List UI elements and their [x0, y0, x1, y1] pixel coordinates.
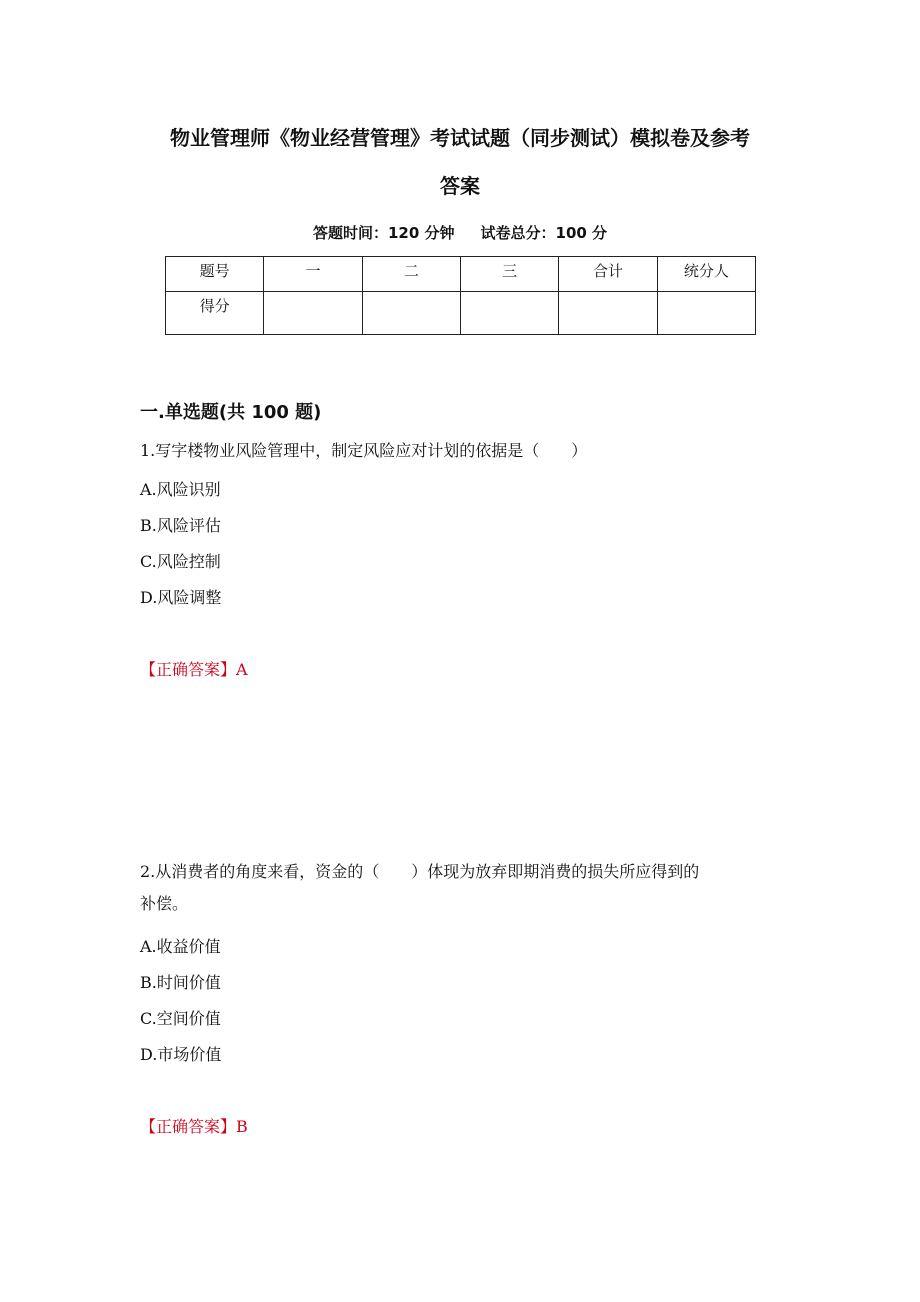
score-table-score-row	[166, 292, 756, 335]
score-cell	[657, 292, 755, 335]
section-title: 一.单选题(共 100 题)	[140, 402, 322, 423]
score-cell	[362, 292, 460, 335]
row-label-cell: 得分	[166, 292, 264, 335]
option-item: C.风险控制	[140, 552, 221, 571]
header-cell: 统分人	[657, 257, 755, 292]
option-item: C.空间价值	[140, 1009, 221, 1028]
option-item: D.风险调整	[140, 588, 222, 607]
score-table	[165, 256, 756, 335]
option-item: A.风险识别	[140, 480, 221, 499]
correct-answer: 【正确答案】B	[140, 1117, 248, 1136]
question-stem	[140, 856, 699, 920]
header-cell: 题号	[166, 257, 264, 292]
exam-meta	[0, 222, 920, 243]
time-label: 答题时间：120 分钟	[312, 224, 455, 242]
option-item: D.市场价值	[140, 1045, 222, 1064]
header-cell: 合计	[559, 257, 657, 292]
header-cell: 二	[362, 257, 460, 292]
correct-answer: 【正确答案】A	[140, 660, 248, 679]
header-cell: 三	[460, 257, 558, 292]
score-cell	[264, 292, 362, 335]
header-cell: 一	[264, 257, 362, 292]
option-item: B.时间价值	[140, 973, 221, 992]
doc-title-line-1: 物业管理师《物业经营管理》考试试题（同步测试）模拟卷及参考	[170, 126, 750, 150]
question-line: 2.从消费者的角度来看，资金的（ ）体现为放弃即期消费的损失所应得到的	[140, 862, 700, 881]
option-item: A.收益价值	[140, 937, 221, 956]
option-item: B.风险评估	[140, 516, 221, 535]
score-cell	[559, 292, 657, 335]
question-stem	[140, 435, 587, 467]
doc-title-line-2: 答案	[440, 174, 480, 198]
question-line: 1.写字楼物业风险管理中，制定风险应对计划的依据是（ ）	[140, 441, 588, 460]
score-cell	[460, 292, 558, 335]
question-line: 补偿。	[140, 894, 189, 913]
score-label: 试卷总分：100 分	[480, 224, 608, 242]
score-table-header-row	[166, 257, 756, 292]
